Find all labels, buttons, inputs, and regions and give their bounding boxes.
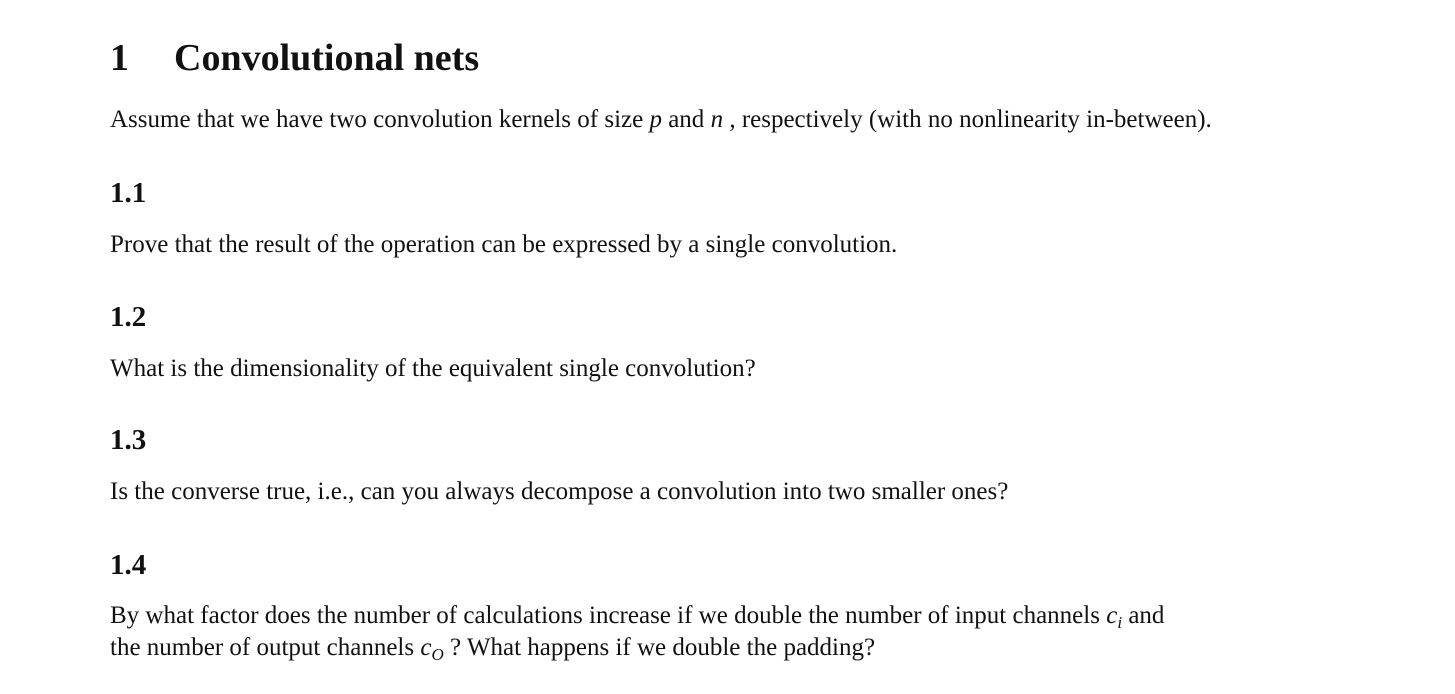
section-heading (110, 36, 479, 80)
intro-paragraph (110, 104, 1212, 136)
subsection-text-1-4-line-2 (110, 632, 875, 671)
math-base: c (1106, 602, 1118, 629)
math-var-ci (1106, 602, 1123, 632)
math-var-n: n (710, 106, 724, 133)
subsection-heading-1-2: 1.2 (110, 301, 147, 333)
subsection-heading-1-1: 1.1 (110, 177, 147, 209)
text-segment: By what factor does the number of calculations increase if we double the number of input channels (110, 602, 1107, 629)
math-var-p: p (649, 106, 662, 133)
intro-text-1: Assume that we have two convolution kernels of size (110, 106, 650, 133)
math-subscript: O (431, 645, 444, 664)
subsection-heading-1-3: 1.3 (110, 424, 147, 456)
intro-text-3: , respectively (with no nonlinearity in-between). (723, 106, 1212, 133)
text-segment: ? What happens if we double the padding? (443, 634, 876, 661)
math-base: c (420, 634, 432, 661)
math-var-co (420, 634, 444, 664)
text-segment: the number of output channels (110, 634, 421, 661)
section-title: Convolutional nets (174, 37, 480, 79)
math-subscript: i (1117, 613, 1123, 632)
subsection-text-1-3: Is the converse true, i.e., can you always decompose a convolution into two smaller ones? (110, 478, 1009, 505)
text-segment: and (1122, 602, 1165, 629)
subsection-text-1-1: Prove that the result of the operation can be expressed by a single convolution. (110, 231, 898, 258)
intro-text-2: and (661, 106, 711, 133)
subsection-heading-1-4: 1.4 (110, 549, 147, 581)
subsection-text-1-2: What is the dimensionality of the equivalent single convolution? (110, 355, 756, 382)
section-number: 1 (110, 37, 129, 79)
